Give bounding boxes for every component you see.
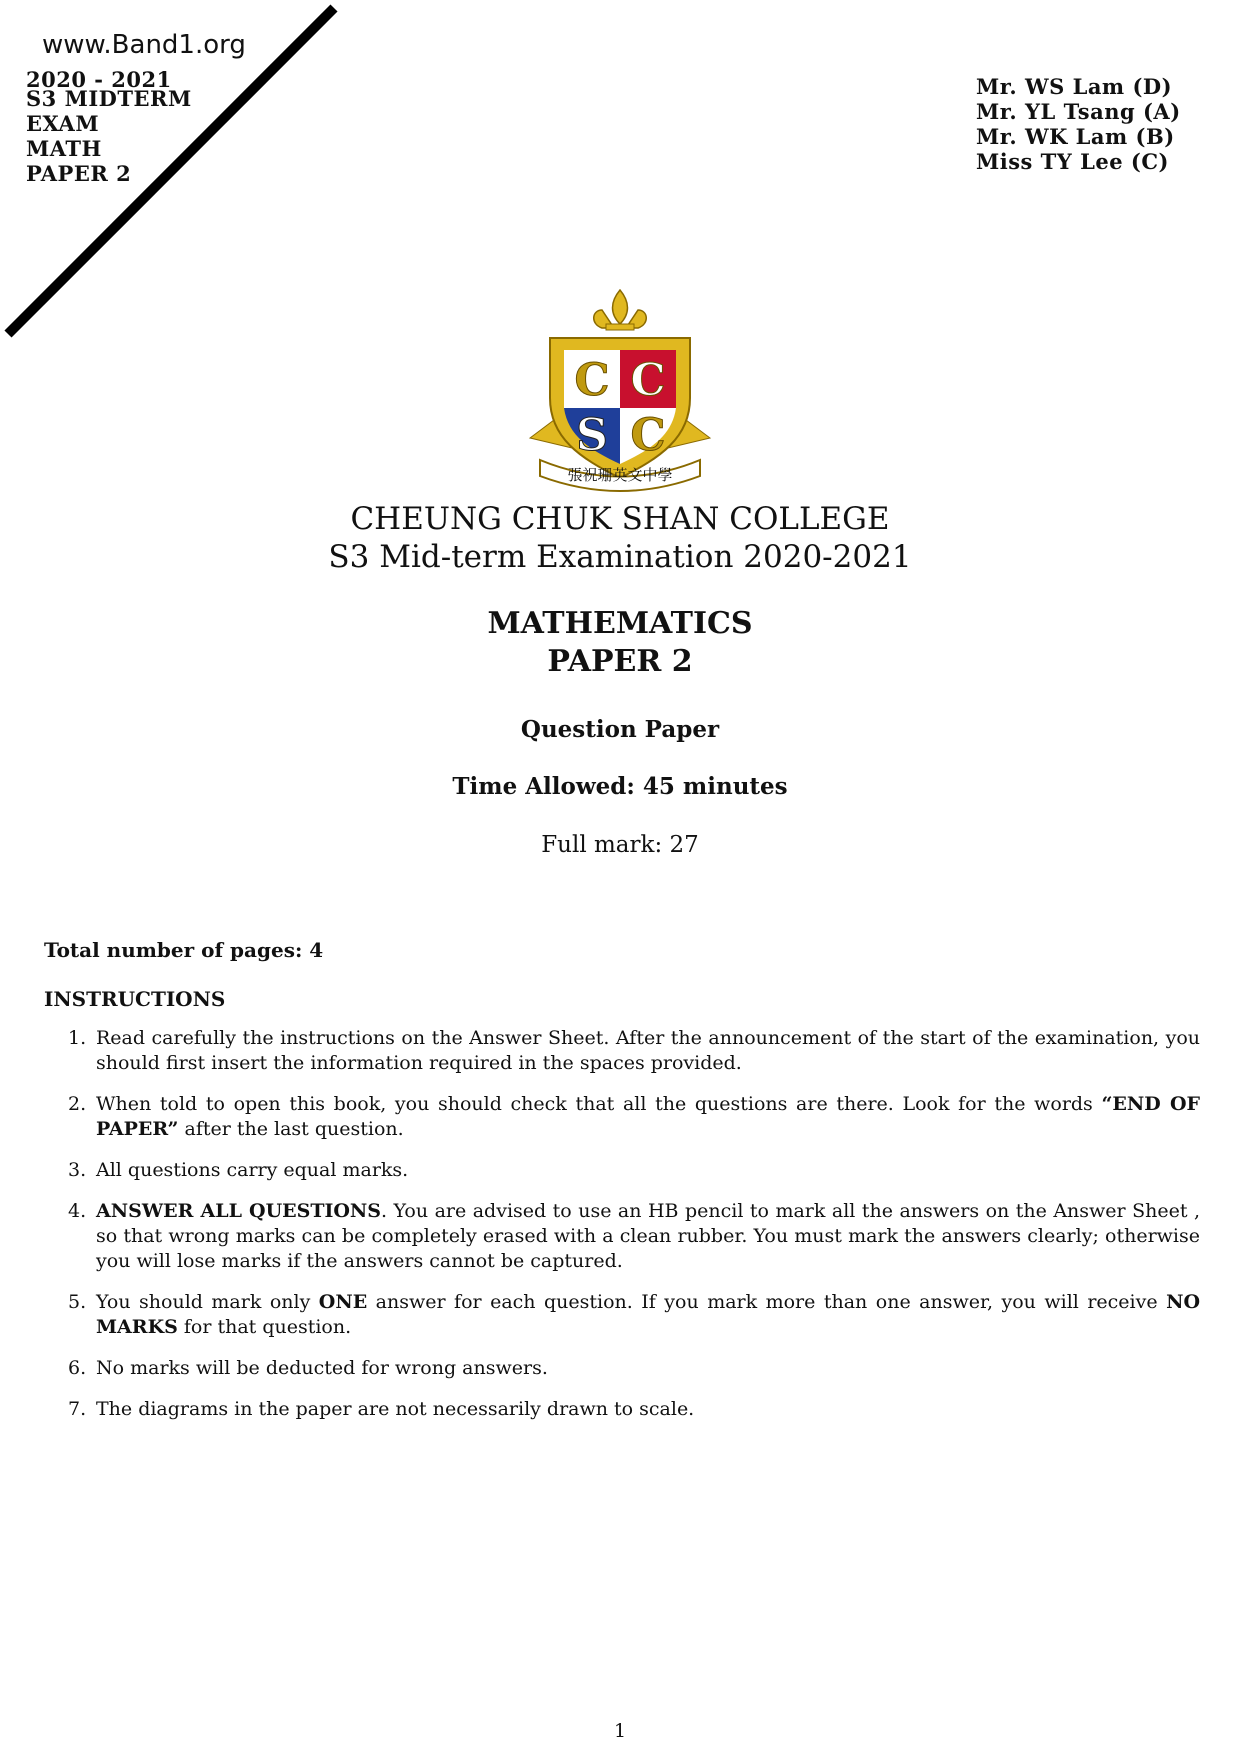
crest-letter: C	[630, 410, 666, 461]
exam-name: S3 Mid-term Examination 2020-2021	[328, 539, 912, 575]
instruction-text: The diagrams in the paper are not necessarily drawn to scale.	[96, 1398, 695, 1420]
fleur-de-lis-icon	[594, 290, 647, 328]
header-left-line: EXAM	[26, 111, 100, 136]
question-paper-label: Question Paper	[520, 716, 720, 743]
instruction-emphasis: ANSWER ALL QUESTIONS	[96, 1200, 382, 1222]
instruction-item	[44, 1356, 1200, 1381]
paper-name: PAPER 2	[547, 644, 693, 679]
crest-letter: S	[576, 410, 608, 461]
subject-name: MATHEMATICS	[487, 606, 753, 641]
instruction-item	[44, 1158, 1200, 1183]
instruction-number: 1.	[68, 1027, 87, 1049]
instruction-text: No marks will be deducted for wrong answers.	[96, 1357, 548, 1379]
instruction-emphasis: ONE	[318, 1291, 368, 1313]
college-name: CHEUNG CHUK SHAN COLLEGE	[350, 501, 890, 537]
instruction-text: . You are advised to use an HB pencil to mark all the answers on the Answer Sheet , so that wrong marks can be completely erased with a clean rubber. You must mark the answers clearly; otherwise you will lose marks if the answers cannot be captured.	[96, 1200, 1201, 1272]
header-year-cut: 2020 - 2021	[26, 67, 172, 92]
full-mark: Full mark: 27	[541, 832, 699, 858]
header-left-line: PAPER 2	[26, 161, 132, 186]
instruction-item	[44, 1026, 1200, 1076]
instruction-text: You should mark only	[96, 1291, 319, 1313]
instruction-number: 4.	[68, 1200, 87, 1222]
total-pages: Total number of pages: 4	[44, 938, 324, 962]
instruction-text: after the last question.	[178, 1118, 404, 1140]
instruction-emphasis: “END OF PAPER”	[96, 1093, 1200, 1140]
instruction-item	[44, 1290, 1200, 1340]
instructions-heading: INSTRUCTIONS	[44, 987, 226, 1011]
instruction-text: All questions carry equal marks.	[96, 1159, 409, 1181]
teacher-name: Mr. WK Lam (B)	[976, 124, 1175, 149]
instruction-item	[44, 1397, 1200, 1422]
school-crest-logo	[510, 288, 730, 493]
teacher-list	[976, 74, 1181, 174]
instruction-number: 6.	[68, 1357, 87, 1379]
teacher-name: Mr. WS Lam (D)	[976, 74, 1173, 99]
instruction-text: for that question.	[177, 1316, 352, 1338]
instruction-item	[44, 1199, 1200, 1274]
instruction-text: When told to open this book, you should check that all the questions are there. Look for the words	[96, 1093, 1102, 1115]
header-left-line: MATH	[26, 136, 102, 161]
page-number: 1	[613, 1720, 627, 1742]
header-left-line: S3 MIDTERM	[26, 86, 192, 111]
subject-block	[0, 605, 1240, 681]
instruction-number: 5.	[68, 1291, 87, 1313]
teacher-name: Miss TY Lee (C)	[976, 149, 1169, 174]
time-allowed: Time Allowed: 45 minutes	[452, 773, 788, 800]
instruction-text: Read carefully the instructions on the Answer Sheet. After the announcement of the start of the examination, you should first insert the information required in the spaces provided.	[96, 1027, 1200, 1074]
instructions-list	[44, 1026, 1200, 1438]
instruction-number: 2.	[68, 1093, 87, 1115]
crest-letter: C	[574, 355, 610, 406]
instruction-text: answer for each question. If you mark more than one answer, you will receive	[367, 1291, 1167, 1313]
instruction-number: 7.	[68, 1398, 87, 1420]
teacher-name: Mr. YL Tsang (A)	[976, 99, 1181, 124]
crest-chinese-banner: 張祝珊英文中學	[567, 466, 673, 484]
instruction-item	[44, 1092, 1200, 1142]
college-title-block	[0, 500, 1240, 576]
watermark-url: www.Band1.org	[42, 30, 246, 60]
instruction-number: 3.	[68, 1159, 87, 1181]
instruction-emphasis: NO MARKS	[96, 1291, 1201, 1338]
header-left	[26, 67, 192, 186]
crest-letter: C	[630, 355, 666, 406]
